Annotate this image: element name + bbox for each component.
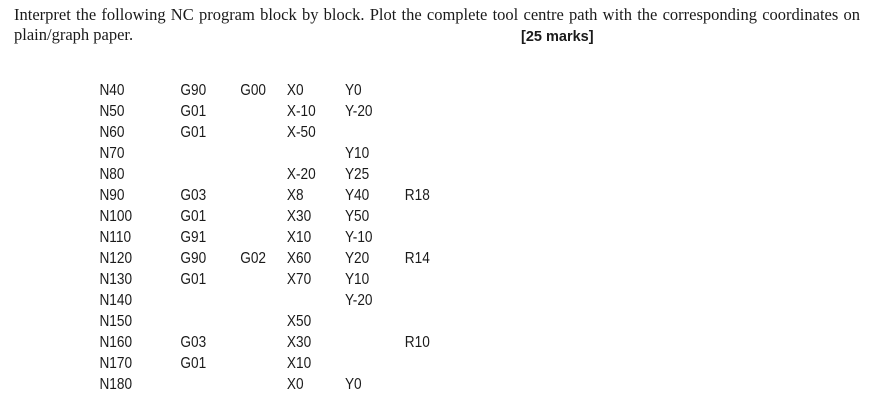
block-number: N170 — [99, 355, 133, 372]
block-number: N110 — [99, 229, 132, 246]
g-code-primary: G01 — [180, 271, 207, 288]
block-number: N160 — [99, 334, 133, 351]
x-coordinate: X10 — [286, 355, 312, 372]
x-coordinate: X0 — [286, 82, 304, 99]
block-number: N180 — [99, 376, 133, 393]
block-number: N140 — [99, 292, 133, 309]
program-block-row — [0, 311, 774, 332]
block-number: N50 — [99, 103, 125, 120]
g-code-primary: G91 — [180, 229, 207, 246]
program-block-row — [0, 122, 774, 143]
g-code-primary: G03 — [180, 187, 207, 204]
g-code-secondary: G02 — [240, 250, 267, 267]
g-code-primary: G03 — [180, 334, 207, 351]
program-block-row — [0, 185, 774, 206]
block-number: N130 — [99, 271, 133, 288]
x-coordinate: X0 — [286, 376, 304, 393]
block-number: N150 — [99, 313, 133, 330]
x-coordinate: X-10 — [286, 103, 316, 120]
question-text: Interpret the following NC program block by block. Plot the complete tool centre path with the corresponding coordinates on plain/graph paper. — [14, 5, 860, 44]
block-number: N100 — [99, 208, 133, 225]
g-code-primary: G01 — [180, 208, 207, 225]
program-block-row — [0, 206, 774, 227]
x-coordinate: X30 — [286, 334, 312, 351]
g-code-primary: G01 — [180, 355, 207, 372]
y-coordinate: Y-20 — [344, 103, 373, 120]
x-coordinate: X50 — [286, 313, 312, 330]
y-coordinate: Y0 — [344, 82, 362, 99]
arc-radius: R10 — [404, 334, 430, 351]
g-code-primary: G90 — [180, 82, 207, 99]
block-number: N90 — [99, 187, 125, 204]
program-block-row — [0, 248, 774, 269]
program-block-row — [0, 269, 774, 290]
x-coordinate: X60 — [286, 250, 312, 267]
y-coordinate: Y50 — [344, 208, 370, 225]
block-number: N120 — [99, 250, 133, 267]
program-block-row — [0, 374, 774, 395]
program-block-row — [0, 101, 774, 122]
y-coordinate: Y-20 — [344, 292, 373, 309]
x-coordinate: X-50 — [286, 124, 316, 141]
x-coordinate: X8 — [286, 187, 304, 204]
block-number: N40 — [99, 82, 125, 99]
g-code-primary: G90 — [180, 250, 207, 267]
x-coordinate: X-20 — [286, 166, 316, 183]
program-block-row — [0, 227, 774, 248]
program-block-row — [0, 332, 774, 353]
x-coordinate: X30 — [286, 208, 312, 225]
arc-radius: R18 — [404, 187, 430, 204]
block-number: N80 — [99, 166, 125, 183]
x-coordinate: X10 — [286, 229, 312, 246]
y-coordinate: Y10 — [344, 271, 370, 288]
g-code-secondary: G00 — [240, 82, 267, 99]
y-coordinate: Y20 — [344, 250, 370, 267]
arc-radius: R14 — [404, 250, 430, 267]
program-block-row — [0, 80, 774, 101]
program-block-row — [0, 353, 774, 374]
y-coordinate: Y0 — [344, 376, 362, 393]
y-coordinate: Y40 — [344, 187, 370, 204]
block-number: N70 — [99, 145, 125, 162]
program-block-row — [0, 290, 774, 311]
marks-label: [25 marks] — [521, 29, 594, 45]
x-coordinate: X70 — [286, 271, 312, 288]
g-code-primary: G01 — [180, 103, 207, 120]
y-coordinate: Y-10 — [344, 229, 373, 246]
y-coordinate: Y10 — [344, 145, 370, 162]
nc-program-listing — [0, 80, 774, 395]
y-coordinate: Y25 — [344, 166, 370, 183]
program-block-row — [0, 164, 774, 185]
g-code-primary: G01 — [180, 124, 207, 141]
program-block-row — [0, 143, 774, 164]
block-number: N60 — [99, 124, 125, 141]
